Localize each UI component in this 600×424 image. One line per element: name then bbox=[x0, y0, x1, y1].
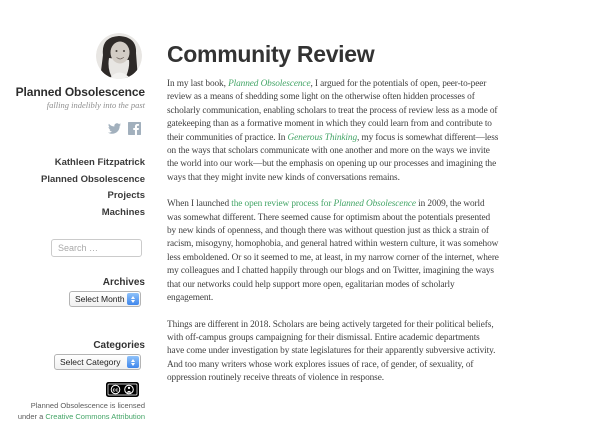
post-link[interactable]: Planned Obsolescence bbox=[228, 79, 311, 89]
select-stepper-icon bbox=[127, 293, 139, 305]
categories-select-value: Select Category bbox=[60, 357, 121, 367]
license-cc-link[interactable]: Creative Commons Attribution bbox=[45, 412, 145, 421]
social-links bbox=[108, 122, 141, 135]
post-text: , I argued for the potentials of open, peer-to-peer review as a means of shedding some light on the otherwise often hidden processes of scholarly communication, enabling scholars to treat the process of review less as a mode of gatekeeping than as a formative moment in which they could learn from and contribute to their communities of practice. In bbox=[167, 79, 498, 143]
sidebar-nav-item[interactable]: Planned Obsolescence bbox=[40, 173, 145, 185]
post-text: in 2009, the world was somewhat different. There seemed cause for optimism about the potentials presented by new kinds of openness, and though there was without question just as thick a strain of racism, misogyny, homophobia, and general hatred within western culture, it was somehow less emboldened. Or so it seemed to me, at least, in my narrow corner of the internet, where my colleagues and I chatted happily through our blogs and on Twitter, imagining the ways that our networks could help support more open, egalitarian modes of scholarly engagement. bbox=[167, 199, 499, 304]
archives-heading: Archives bbox=[102, 277, 145, 288]
license-line1: Planned Obsolescence is licensed bbox=[30, 401, 145, 410]
select-stepper-icon bbox=[127, 356, 139, 368]
archives-select-value: Select Month bbox=[75, 294, 125, 304]
post-link[interactable]: Planned Obsolescence bbox=[333, 199, 416, 210]
sidebar-nav-item[interactable]: Projects bbox=[107, 190, 145, 201]
main-content bbox=[167, 0, 507, 399]
post-paragraph bbox=[167, 319, 499, 386]
post-paragraph bbox=[167, 198, 499, 305]
license-line2-prefix: under a bbox=[17, 412, 46, 421]
site-tagline: falling indelibly into the past bbox=[46, 100, 145, 110]
post-link[interactable]: Generous Thinking bbox=[287, 132, 357, 143]
post-text: , my focus is somewhat different—less on the ways that scholars communicate with one another and more on the ways we invite the world into our work—but the emphasis on opening up our processes and imagining the ways that they might invite new kinds of conversations remains. bbox=[167, 132, 499, 183]
archives-select[interactable] bbox=[69, 291, 141, 307]
post-body bbox=[167, 78, 499, 386]
avatar[interactable] bbox=[96, 33, 142, 79]
sidebar bbox=[0, 0, 145, 424]
sidebar-nav-item[interactable]: Kathleen Fitzpatrick bbox=[54, 157, 145, 168]
post-paragraph bbox=[167, 78, 499, 185]
avatar-photo bbox=[96, 33, 142, 79]
sidebar-nav bbox=[0, 155, 145, 221]
search-input[interactable] bbox=[51, 239, 142, 257]
post-text: When I launched bbox=[167, 199, 232, 210]
cc-by-badge-icon[interactable] bbox=[106, 382, 139, 397]
site-title[interactable]: Planned Obsolescence bbox=[15, 85, 145, 99]
post-text: In my last book, bbox=[167, 79, 229, 89]
svg-text:cc: cc bbox=[112, 387, 119, 394]
sidebar-nav-item[interactable]: Machines bbox=[101, 206, 145, 218]
facebook-icon[interactable] bbox=[128, 122, 141, 135]
post-text: Things are different in 2018. Scholars are being actively targeted for their political beliefs, with off-campus groups campaigning for their dismissal. Entire academic departments have come under investigation by state legislatures for their apparently subversive activity. And too many writers whose work explores issues of race, of gender, of sexuality, of oppression routinely receive threats of violence in response. bbox=[167, 319, 496, 384]
license-text bbox=[5, 400, 145, 422]
categories-heading: Categories bbox=[93, 340, 145, 351]
categories-select[interactable] bbox=[54, 354, 141, 370]
post-title[interactable]: Community Review bbox=[167, 41, 375, 67]
post-link[interactable]: the open review process for bbox=[231, 199, 334, 210]
twitter-icon[interactable] bbox=[108, 122, 121, 135]
